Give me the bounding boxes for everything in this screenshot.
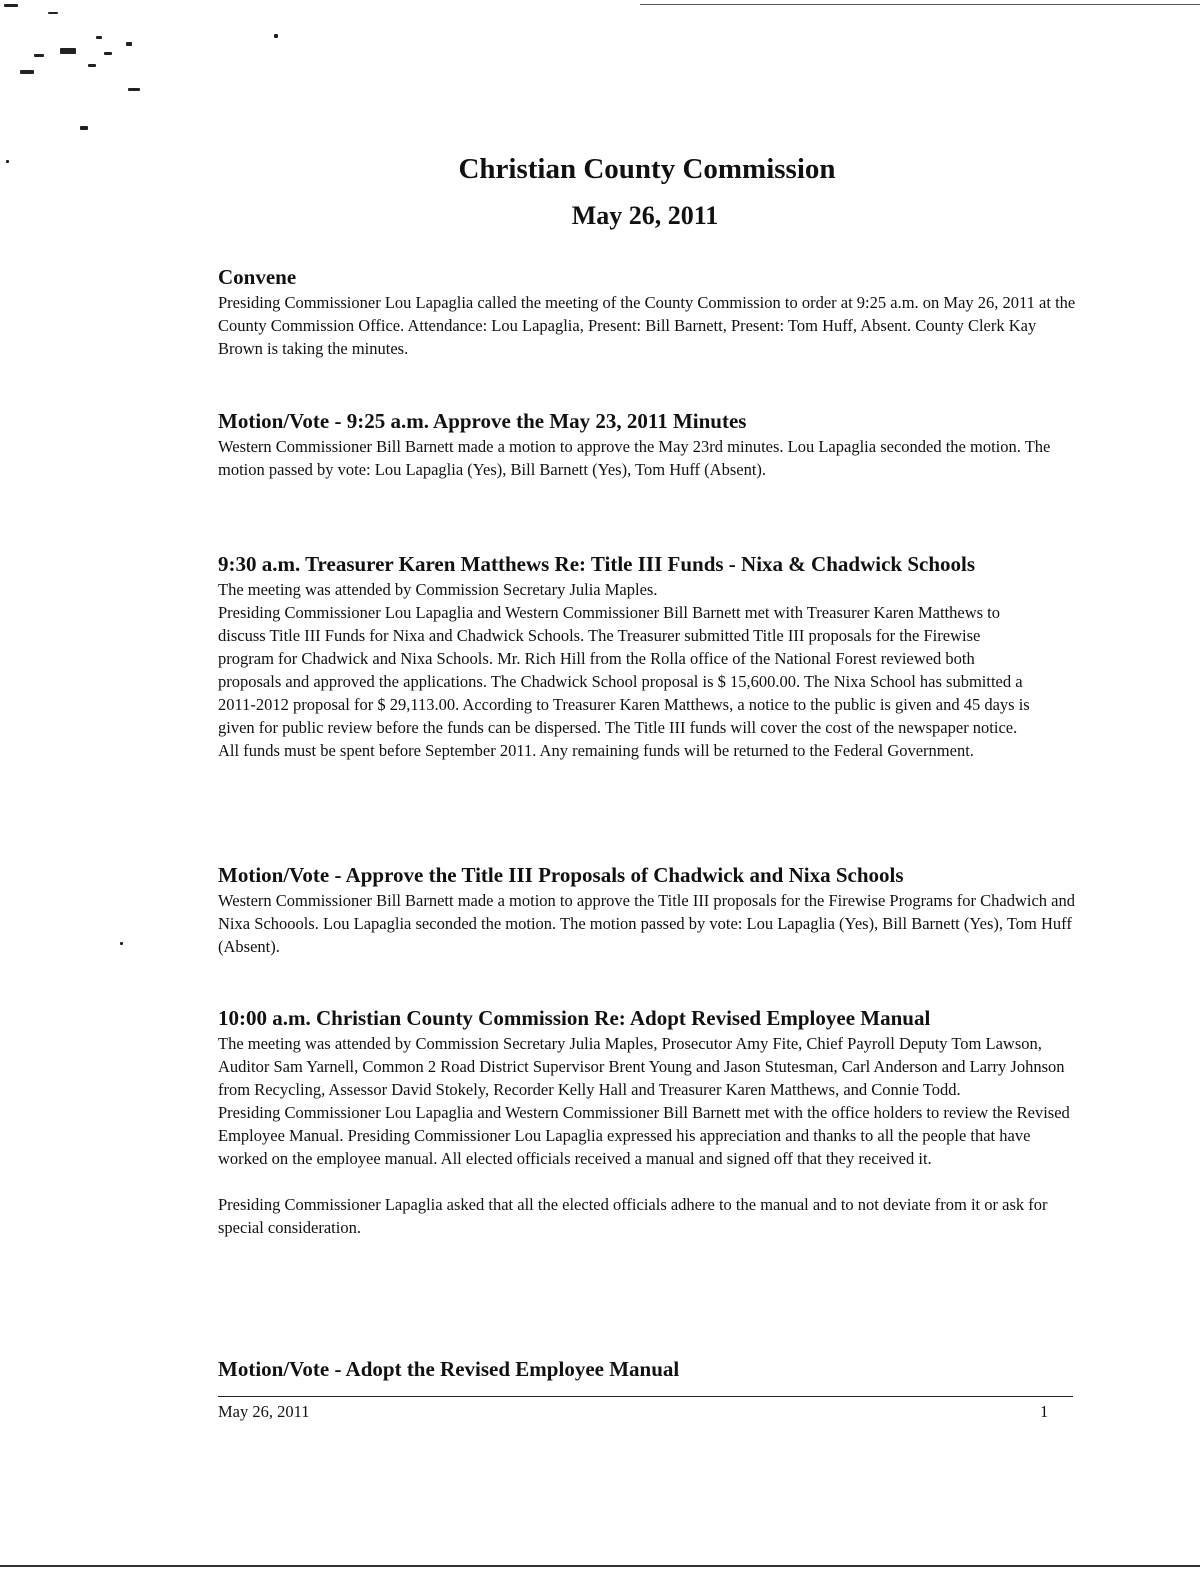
section-convene (218, 264, 1078, 360)
section-approve-minutes (218, 408, 1078, 481)
section-heading: 10:00 a.m. Christian County Commission Re: Adopt Revised Employee Manual (218, 1006, 931, 1030)
section-approve-title-iii (218, 862, 1078, 958)
section-title-iii-funds (218, 551, 1038, 762)
scan-edge-line (640, 4, 1200, 5)
scan-speck (274, 34, 278, 38)
section-paragraph: Western Commissioner Bill Barnett made a motion to approve the May 23rd minutes. Lou Lapaglia seconded the motion. The motion passed by vote: Lou Lapaglia (Yes), Bill Barnett (Yes), Tom Huff (Absent). (218, 437, 1051, 479)
scan-speck (80, 126, 88, 130)
section-heading: 9:30 a.m. Treasurer Karen Matthews Re: Title III Funds - Nixa & Chadwick Schools (218, 552, 976, 576)
scan-speck (60, 48, 76, 54)
section-heading: Motion/Vote - 9:25 a.m. Approve the May 23, 2011 Minutes (218, 409, 747, 433)
section-paragraph: Presiding Commissioner Lapaglia asked that all the elected officials adhere to the manual and to not deviate from it or ask for special consideration. (218, 1195, 1048, 1237)
scan-speck (20, 70, 34, 74)
section-paragraph: Presiding Commissioner Lou Lapaglia and Western Commissioner Bill Barnett met with the office holders to review the Revised Employee Manual. Presiding Commissioner Lou Lapaglia expressed his appreciation and thanks to all the people that have worked on the employee manual. All elected officials received a manual and signed off that they received it. (218, 1103, 1070, 1168)
section-heading: Convene (218, 265, 297, 289)
scan-speck (96, 36, 102, 39)
scan-speck (34, 54, 44, 57)
scan-speck (128, 88, 140, 91)
scan-speck (4, 4, 18, 7)
section-paragraph: Presiding Commissioner Lou Lapaglia and Western Commissioner Bill Barnett met with Treasurer Karen Matthews to discuss Title III Funds for Nixa and Chadwick Schools. The Treasurer submitted Title III proposals for the Firewise program for Chadwick and Nixa Schools. Mr. Rich Hill from the Rolla office of the National Forest reviewed both proposals and approved the applications. The Chadwick School proposal is $ 15,600.00. The Nixa School has submitted a 2011-2012 proposal for $ 29,113.00. According to Treasurer Karen Matthews, a notice to the public is given and 45 days is given for public review before the funds can be dispersed. The Title III funds will cover the cost of the newspaper notice. All funds must be spent before September 2011. Any remaining funds will be returned to the Federal Government. (218, 603, 1030, 760)
section-paragraph: Presiding Commissioner Lou Lapaglia called the meeting of the County Commission to order at 9:25 a.m. on May 26, 2011 at the County Commission Office. Attendance: Lou Lapaglia, Present: Bill Barnett, Present: Tom Huff, Absent. County Clerk Kay Brown is taking the minutes. (218, 293, 1076, 358)
scan-speck (48, 12, 58, 14)
footer-date: May 26, 2011 (218, 1402, 310, 1421)
page-number: 1 (1040, 1402, 1049, 1421)
scan-speck (104, 52, 112, 55)
footer-rule (218, 1396, 1073, 1397)
scan-speck (126, 42, 132, 46)
section-paragraph: The meeting was attended by Commission Secretary Julia Maples. (218, 580, 658, 599)
scan-edge-line (0, 1565, 1200, 1567)
document-title: Christian County Commission (458, 153, 836, 185)
section-heading: Motion/Vote - Approve the Title III Proposals of Chadwick and Nixa Schools (218, 863, 904, 887)
section-adopt-manual (218, 1356, 1078, 1383)
section-paragraph: Western Commissioner Bill Barnett made a motion to approve the Title III proposals for the Firewise Programs for Chadwich and Nixa Schoools. Lou Lapaglia seconded the motion. The motion passed by vote: Lou Lapaglia (Yes), Bill Barnett (Yes), Tom Huff (Absent). (218, 891, 1075, 956)
section-employee-manual (218, 1005, 1078, 1239)
scan-speck (88, 64, 96, 67)
section-paragraph: The meeting was attended by Commission Secretary Julia Maples, Prosecutor Amy Fite, Chief Payroll Deputy Tom Lawson, Auditor Sam Yarnell, Common 2 Road District Supervisor Brent Young and Jason Stutesman, Carl Anderson and Larry Johnson from Recycling, Assessor David Stokely, Recorder Kelly Hall and Treasurer Karen Matthews, and Connie Todd. (218, 1034, 1065, 1099)
section-heading: Motion/Vote - Adopt the Revised Employee Manual (218, 1357, 680, 1381)
scan-speck (120, 942, 123, 945)
document-date: May 26, 2011 (571, 201, 719, 230)
